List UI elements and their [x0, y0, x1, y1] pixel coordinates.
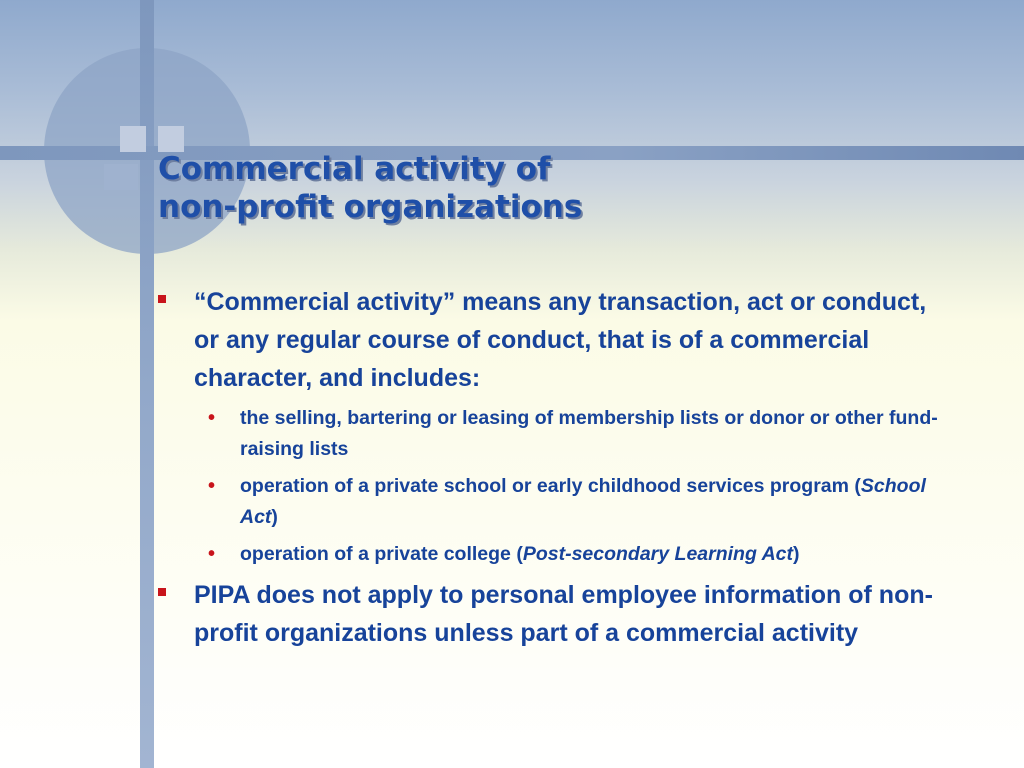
- slide-body: [158, 283, 958, 658]
- bullet-text: PIPA does not apply to personal employee information of non-profit organizations unless part of a commercial activity: [194, 581, 933, 647]
- sub-bullet-item: [158, 403, 958, 465]
- red-square-bullet-icon: [158, 295, 166, 303]
- sub-bullet-text-prefix: operation of a private school or early childhood services program (: [240, 475, 861, 497]
- sub-bullet-text-suffix: ): [793, 543, 800, 565]
- bullet-item: [158, 283, 958, 397]
- slide-title: [158, 150, 978, 226]
- decorative-square: [120, 126, 146, 152]
- decorative-square: [104, 164, 138, 190]
- act-name: School Act: [240, 475, 926, 528]
- sub-bullet-item: [158, 471, 958, 533]
- bullet-text: “Commercial activity” means any transaction, act or conduct, or any regular course of conduct, that is of a commercial character, and includes:: [194, 288, 927, 392]
- red-square-bullet-icon: [158, 588, 166, 596]
- bullet-item: [158, 576, 958, 652]
- red-dot-bullet-icon: •: [208, 407, 216, 429]
- sub-bullet-text-suffix: ): [271, 506, 278, 528]
- slide-title-line-1: Commercial activity of: [158, 151, 551, 187]
- sub-bullet-item: [158, 539, 958, 570]
- decorative-square: [158, 126, 184, 152]
- sub-bullet-text: the selling, bartering or leasing of membership lists or donor or other fund-raising lists: [240, 407, 938, 460]
- act-name: Post-secondary Learning Act: [522, 543, 793, 565]
- decorative-vertical-bar-fade: [140, 0, 154, 768]
- sub-bullet-text-prefix: operation of a private college (: [240, 543, 523, 565]
- red-dot-bullet-icon: •: [208, 543, 216, 565]
- slide-title-line-2: non-profit organizations: [158, 189, 583, 225]
- red-dot-bullet-icon: •: [208, 475, 216, 497]
